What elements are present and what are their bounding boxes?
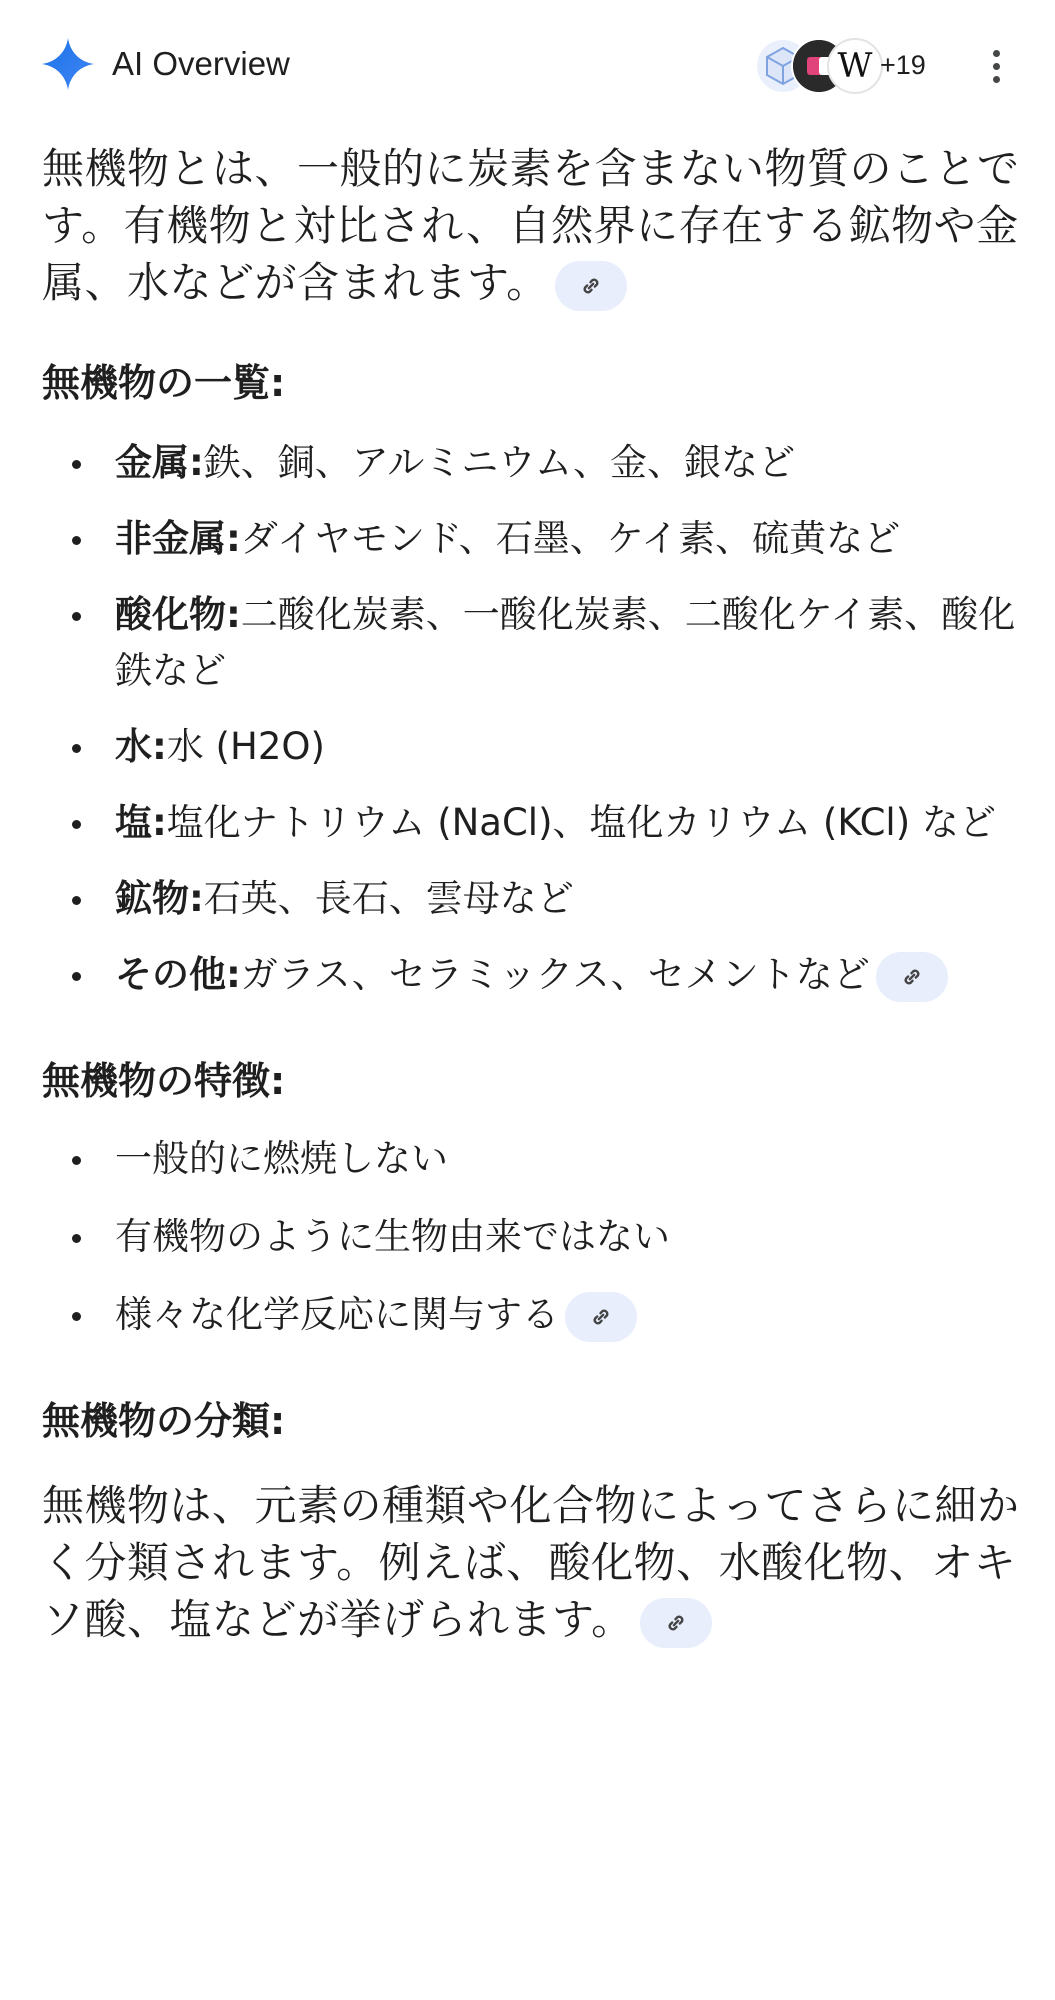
link-icon (899, 964, 925, 990)
list-item: その他:ガラス、セラミックス、セメントなど (42, 947, 1022, 1003)
more-vert-icon[interactable] (976, 44, 1016, 88)
bullet-icon (72, 744, 81, 753)
citation-link-button[interactable] (876, 952, 948, 1002)
list-heading: 無機物の一覧: (42, 361, 286, 405)
bullet-icon (72, 1234, 81, 1243)
ai-overview-header (0, 0, 1055, 132)
link-icon (578, 273, 604, 299)
features-list (42, 1131, 1022, 1343)
classification-heading: 無機物の分類: (42, 1399, 286, 1443)
list-item: 酸化物:二酸化炭素、一酸化炭素、二酸化ケイ素、酸化鉄など (42, 587, 1022, 699)
list-item: 金属:鉄、銅、アルミニウム、金、銀など (42, 435, 1022, 491)
wikipedia-icon[interactable]: W (827, 38, 883, 94)
list-item: 水:水 (H2O) (42, 719, 1022, 775)
list-item: 塩:塩化ナトリウム (NaCl)、塩化カリウム (KCl) など (42, 795, 1022, 851)
bullet-icon (72, 460, 81, 469)
citation-link-button[interactable] (640, 1598, 712, 1648)
link-icon (663, 1610, 689, 1636)
classification-paragraph: 無機物は、元素の種類や化合物によってさらに細かく分類されます。例えば、酸化物、水酸化物、オキソ酸、塩などが挙げられます。 (42, 1477, 1022, 1648)
bullet-icon (72, 1156, 81, 1165)
bullet-icon (72, 536, 81, 545)
bullet-icon (72, 1312, 81, 1321)
list-item: 有機物のように生物由来ではない (42, 1209, 1022, 1265)
citation-link-button[interactable] (555, 261, 627, 311)
link-icon (588, 1304, 614, 1330)
list-item: 非金属:ダイヤモンド、石墨、ケイ素、硫黄など (42, 511, 1022, 567)
list-item: 鉱物:石英、長石、雲母など (42, 871, 1022, 927)
source-avatars[interactable] (755, 38, 885, 94)
bullet-icon (72, 820, 81, 829)
ai-overview-content (42, 132, 1022, 1648)
source-count[interactable]: +19 (880, 50, 926, 80)
inorganic-list (42, 435, 1022, 1003)
bullet-icon (72, 972, 81, 981)
list-item: 様々な化学反応に関与する (42, 1287, 1022, 1343)
gemini-spark-icon (40, 36, 96, 92)
intro-paragraph: 無機物とは、一般的に炭素を含まない物質のことです。有機物と対比され、自然界に存在する鉱物や金属、水などが含まれます。 (42, 140, 1022, 311)
ai-overview-title: AI Overview (112, 45, 290, 82)
bullet-icon (72, 896, 81, 905)
list-item: 一般的に燃焼しない (42, 1131, 1022, 1187)
citation-link-button[interactable] (565, 1292, 637, 1342)
features-heading: 無機物の特徴: (42, 1059, 286, 1103)
bullet-icon (72, 612, 81, 621)
